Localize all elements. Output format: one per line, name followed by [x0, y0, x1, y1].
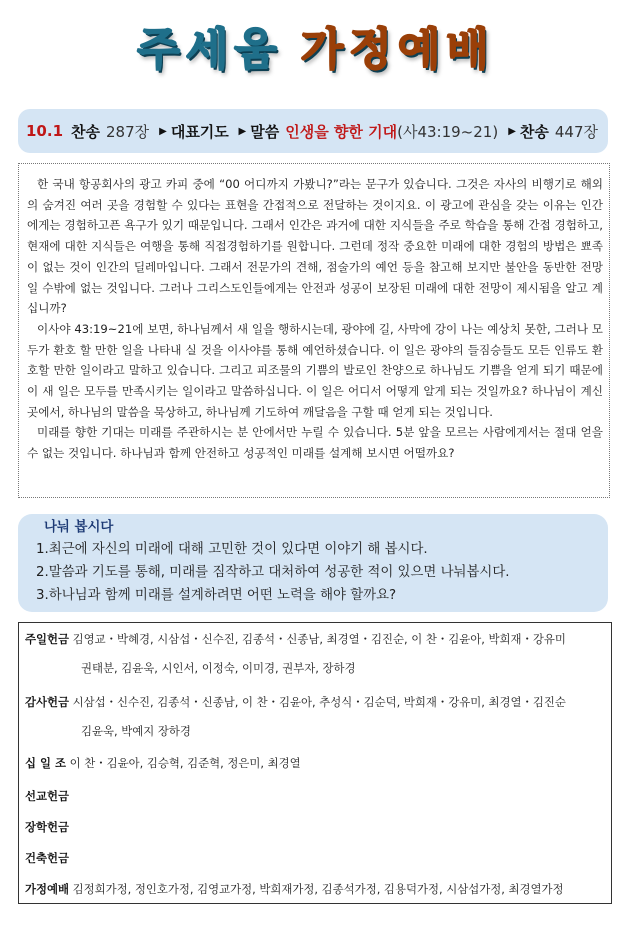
- sharing-title: 나눠 봅시다: [44, 520, 114, 535]
- sermon-paragraph: 한 국내 항공회사의 광고 카피 중에 “00 어디까지 가봤니?”라는 문구가 있습니다. 그것은 자사의 비행기로 해외의 숨겨진 여러 곳을 경험할 수 있다는 표현을 간접적으로 전달하는 것이지요. 이 광고에 관심을 갖는 이유는 인간에게는 경험하고픈 욕구가 있기 때문입니다. 그래서 인간은 과거에 대한 지식들을 주로 학습을 통해 간접 경험하고, 현재에 대한 지식들은 여행을 통해 직접경험하기를 원합니다. 그런데 정작 중요한 미래에 대한 경험의 방법은 뾰족이 없는 것이 인간의 딜레마입니다. 그래서 전문가의 견해, 점술가의 예언 등을 참고해 보지만 불안을 동반한 전망일 수밖에 없는 것입니다. 그러나 그리스도인들에게는 안전과 성공이 보장된 미래에 대한 전망이 제시됨을 알고 계십니까?: [27, 177, 603, 316]
- arrow-right-icon: ▶: [238, 125, 247, 137]
- offering-names: 시삼섭・신수진, 김종석・신종남, 이 찬・김윤아, 추성식・김순덕, 박희재・강유미, 최경열・김진순: [72, 695, 566, 709]
- offering-names: 김영교・박혜경, 시삼섭・신수진, 김종석・신종남, 최경열・김진순, 이 찬・김윤아, 박희재・강유미: [72, 632, 566, 646]
- offering-names: 김정희가정, 정인호가정, 김영교가정, 박희재가정, 김종석가정, 김용덕가정, 시삼섭가정, 최경열가정: [72, 882, 564, 896]
- arrow-right-icon: ▶: [159, 125, 167, 137]
- offering-row-mission: [25, 788, 69, 804]
- sharing-question: 3.하나님과 함께 미래를 설계하려면 어떤 노력을 해야 할까요?: [36, 588, 397, 603]
- offering-row-building: [25, 850, 69, 866]
- word-label: 말씀: [250, 122, 280, 141]
- offering-names: 이 찬・김윤아, 김승혁, 김준혁, 정은미, 최경열: [69, 756, 301, 770]
- offering-row-scholarship: [25, 819, 69, 835]
- sermon-paragraph: 이사야 43:19~21에 보면, 하나님께서 새 일을 행하시는데, 광야에 길, 사막에 강이 나는 예상치 못한, 그러나 모두가 환호 할 만한 일을 나타내 실 것을 이사야를 통해 예언하셨습니다. 이 일은 광야의 들짐승들도 모든 인류도 환호할 만한 일이라고 말하고 있습니다. 그리고 피조물의 기쁨의 발로인 찬양으로 하나님도 기쁨을 얻게 되기 때문에 이 새 일은 모두를 만족시키는 일이라고 말씀하십니다. 이 일은 어디서 어떻게 알게 되는 것일까요? 하나님이 계신 곳에서, 하나님의 말씀을 묵상하고, 하나님께 기도하여 깨달음을 구할 때 얻게 되는 것입니다.: [27, 321, 603, 419]
- sermon-reference: (사43:19~21): [397, 122, 499, 141]
- offering-label: 가정예배: [25, 882, 70, 896]
- sermon-title: 인생을 향한 기대: [285, 122, 398, 141]
- offering-label: 주일헌금: [25, 632, 70, 646]
- offering-names: 권태분, 김윤욱, 시인서, 이정숙, 이미경, 권부자, 장하경: [81, 661, 356, 675]
- worship-order-bar: [18, 109, 608, 153]
- page-title: [0, 12, 632, 78]
- offering-label: 십 일 조: [25, 756, 66, 770]
- offering-names: 김윤욱, 박예지 장하경: [81, 724, 191, 738]
- offering-row-sunday: [25, 631, 566, 647]
- hymn2-label: 찬송: [519, 122, 549, 141]
- hymn1-label: 찬송: [71, 122, 100, 141]
- offering-label: 장학헌금: [25, 820, 70, 834]
- sermon-paragraph: 미래를 향한 기대는 미래를 주관하시는 분 안에서만 누릴 수 있습니다. 5분 앞을 모르는 사람에게서는 절대 얻을 수 없는 것입니다. 하나님과 함께 안전하고 성공적인 미래를 설계해 보시면 어떨까요?: [27, 425, 603, 461]
- sharing-section: [18, 514, 608, 612]
- offering-row-thanks: [25, 694, 566, 710]
- offering-row-sunday-cont: [81, 660, 356, 676]
- prayer-label: 대표기도: [170, 122, 229, 141]
- title-part1: 주세움: [137, 24, 283, 75]
- hymn2-value: 447장: [554, 122, 598, 141]
- offering-row-family: [25, 881, 563, 897]
- hymn1-value: 287장: [106, 122, 150, 141]
- offering-row-thanks-cont: [81, 723, 191, 739]
- arrow-right-icon: ▶: [508, 125, 516, 137]
- offering-label: 선교헌금: [25, 789, 70, 803]
- title-part2: 가정예배: [300, 24, 495, 75]
- sharing-question: 1.최근에 자신의 미래에 대해 고민한 것이 있다면 이야기 해 봅시다.: [36, 542, 428, 557]
- offering-label: 감사헌금: [25, 695, 70, 709]
- sharing-question: 2.말씀과 기도를 통해, 미래를 짐작하고 대처하여 성공한 적이 있으면 나눠봅시다.: [36, 565, 510, 580]
- offering-list: [18, 622, 612, 904]
- offering-label: 건축헌금: [25, 851, 70, 865]
- sermon-body: [18, 163, 610, 498]
- offering-row-tithe: [25, 755, 301, 771]
- worship-date: 10.1: [26, 122, 64, 140]
